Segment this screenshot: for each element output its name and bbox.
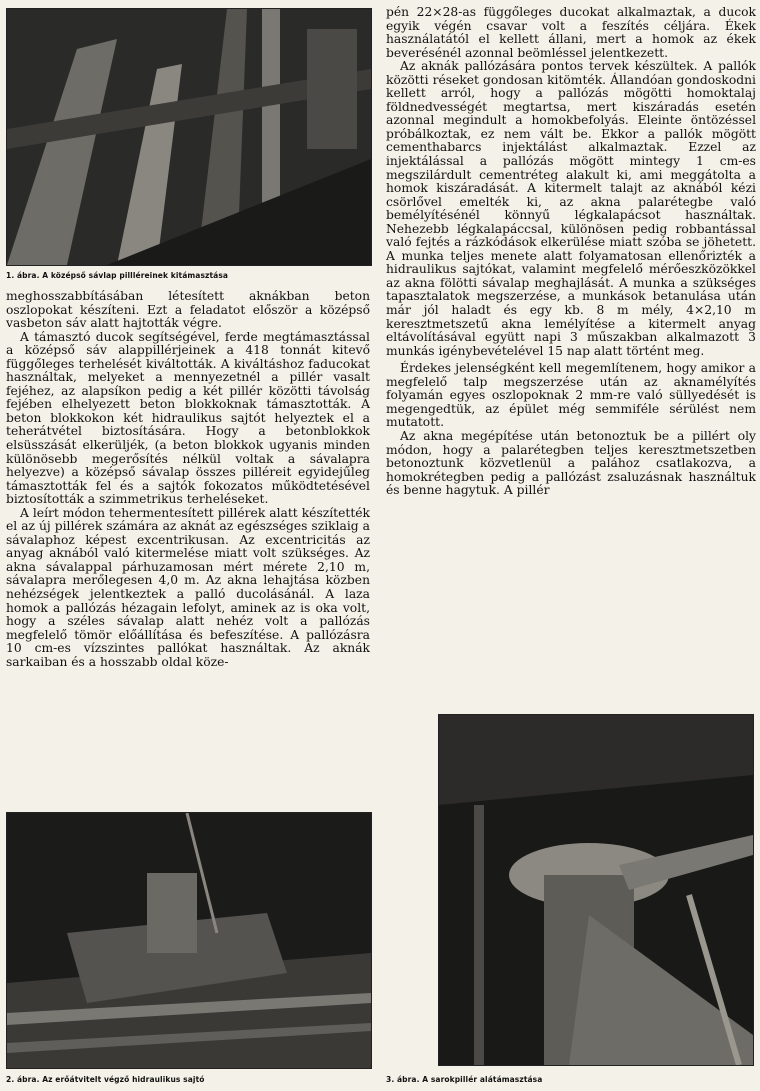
figure-3-caption: 3. ábra. A sarokpillér alátámasztása bbox=[386, 1075, 543, 1084]
right-paragraph-3: Érdekes jelenségként kell megemlítenem, hogy amikor a megfelelő talp megszerzése után az aknamélyítés folyamán egyes oszlopoknak 2 mm-re való süllyedését is megengedtük, az épület még semmiféle sérülést nem mutatott. bbox=[386, 361, 756, 430]
figure-3-photo bbox=[438, 714, 754, 1066]
right-column-text bbox=[386, 6, 756, 498]
left-column-text bbox=[6, 290, 370, 669]
figure-1-image bbox=[7, 9, 371, 265]
figure-1-caption: 1. ábra. A középső sávlap pillléreinek kitámasztása bbox=[6, 271, 229, 280]
left-paragraph-2: A támasztó ducok segítségével, ferde megtámasztással a középső sáv alappillérjeinek a 418 tonnát kitevő függőleges terhelését kiváltották. A kiváltáshoz faducokat használtak, melyeket a mennyezetnél a pillér vasalt fejéhez, az alapsíkon pedig a két pillér közötti távolság fejében elhelyezett beton blokkoknak támasztották. A beton blokkokon két hidraulikus sajtót helyeztek el a teherátvétel biztosítására. Hogy a betonblokkok elsüsszását elkerüljék, (a beton blokkok ugyanis minden különösebb megerősítés nélkül voltak a sávalapra helyezve) a középső sávalap összes pilléreit egyidejűleg támasztották fel és a sajtók fokozatos működtetésével biztosították a szimmetrikus terheléseket. bbox=[6, 329, 370, 507]
figure-2-image bbox=[7, 813, 371, 1068]
figure-1-photo bbox=[6, 8, 372, 266]
right-paragraph-2: Az aknák pallózására pontos tervek készültek. A pallók közötti réseket gondosan kitömték. Állandóan gondoskodni kellett arról, hogy a pallózás mögötti homoktalaj földnedvességét megtartsa, mert kiszáradás esetén azonnal megindult a homokbefolyás. Eleinte öntözéssel próbálkoztak, ez nem vált be. Ekkor a pallók mögött cementhabarcs injektálást alkalmaztak. Ezzel az injektálással a pallózás mögött mintegy 1 cm-es megszilárdult cementréteg alakult ki, ami meggátolta a homok kiszáradását. A kitermelt talajt az aknából kézi csörlővel emelték ki, az akna palarétegbe való bemélyítésénél könnyű légkalapácsot használtak. Nehezebb légkalapáccsal, különösen pedig robbantással való fejtés a rázkódások elkerülése miatt szóba se jöhetett. A munka teljes menete alatt folyamatosan ellenőrizték a hidraulikus sajtókat, valamint megfelelő mérőeszközökkel az akna fölötti sávalap meghajlását. A munka a szükséges tapasztalatok megszerzése, a munkások betanulása után már jól haladt és egy kb. 8 m mély, 4×2,10 m keresztmetszetű akna lemélyítése a kitermelt anyag eltávolításával együtt napi 3 műszakban alkalmazott 3 munkás igénybevételével 15 nap alatt történt meg. bbox=[386, 59, 756, 358]
right-paragraph-1: pén 22×28-as függőleges ducokat alkalmaztak, a ducok egyik végén csavar volt a feszítés céljára. Ékek használatától el kellett állani, mert a homok az ékek beverésénél azonnal beömléssel jelentkezett. bbox=[386, 5, 756, 60]
figure-3-image bbox=[439, 715, 753, 1065]
right-paragraph-4: Az akna megépítése után betonoztuk be a pillért oly módon, hogy a palarétegben teljes keresztmetszetben betonoztunk közvetlenül a palához csatlakozva, a homokrétegben pedig a pallózást zsaluzásnak használtuk és benne hagytuk. A pillér bbox=[386, 428, 756, 498]
left-paragraph-3: A leírt módon tehermentesített pillérek alatt készítették el az új pillérek számára az aknát az egészséges sziklaig a sávalaphoz képest excentrikusan. Az excentricitás az anyag aknából való kitermelése miatt volt szükséges. Az akna sávalappal párhuzamosan mért mérete 2,10 m, sávalapra merőlegesen 4,0 m. Az akna lehajtása közben nehézségek jelentkeztek a palló ducolásánál. A laza homok a pallózás hézagain lefolyt, aminek az is oka volt, hogy a széles sávalap alatt nehéz volt a pallózás megfelelő tömör előállítása és befeszítése. A pallózásra 10 cm-es vízszintes pallókat használtak. Az aknák sarkaiban és a hosszabb oldal köze- bbox=[6, 505, 370, 669]
figure-2-photo bbox=[6, 812, 372, 1069]
left-paragraph-1: meghosszabbításában létesített aknákban beton oszlopokat készíteni. Ezt a feladatot először a középső vasbeton sáv alatt hajtották végre. bbox=[6, 289, 370, 331]
figure-2-caption: 2. ábra. Az erőátvitelt végző hidraulikus sajtó bbox=[6, 1075, 205, 1084]
